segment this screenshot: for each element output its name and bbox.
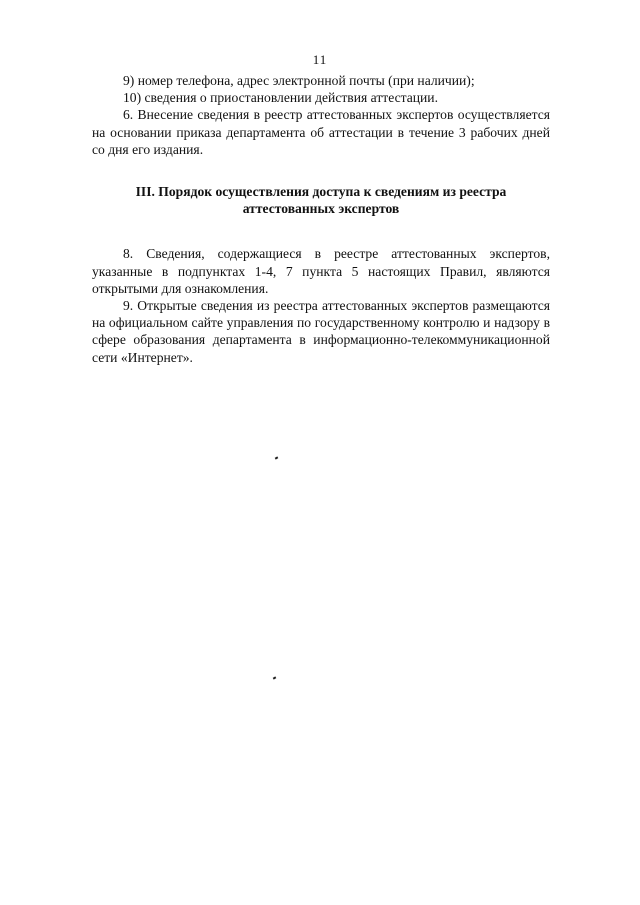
scan-speck xyxy=(275,456,279,459)
document-body xyxy=(92,72,550,366)
list-item: 10) сведения о приостановлении действия аттестации. xyxy=(123,90,438,106)
section-heading-line-1: III. Порядок осуществления доступа к сведениям из реестра xyxy=(135,184,507,200)
list-item: 9) номер телефона, адрес электронной почты (при наличии); xyxy=(123,73,475,88)
paragraph-6: 6. Внесение сведения в реестр аттестованных экспертов осуществляется на основании приказа департамента об аттестации в течение 3 рабочих дней со дня его издания. xyxy=(92,107,550,157)
paragraph-9: 9. Открытые сведения из реестра аттестованных экспертов размещаются на официальном сайте управления по государственному контролю и надзору в сфере образования департамента в информационно-телекоммуникационной сети «Интернет». xyxy=(92,298,550,365)
scan-speck xyxy=(273,676,277,679)
paragraph-8: 8. Сведения, содержащиеся в реестре аттестованных экспертов, указанные в подпунктах 1-4, 7 пункта 5 настоящих Правил, являются открытыми для ознакомления. xyxy=(92,246,550,296)
section-heading-line-2: аттестованных экспертов xyxy=(242,201,400,217)
page-number: 11 xyxy=(312,52,328,67)
section-heading xyxy=(92,183,550,217)
